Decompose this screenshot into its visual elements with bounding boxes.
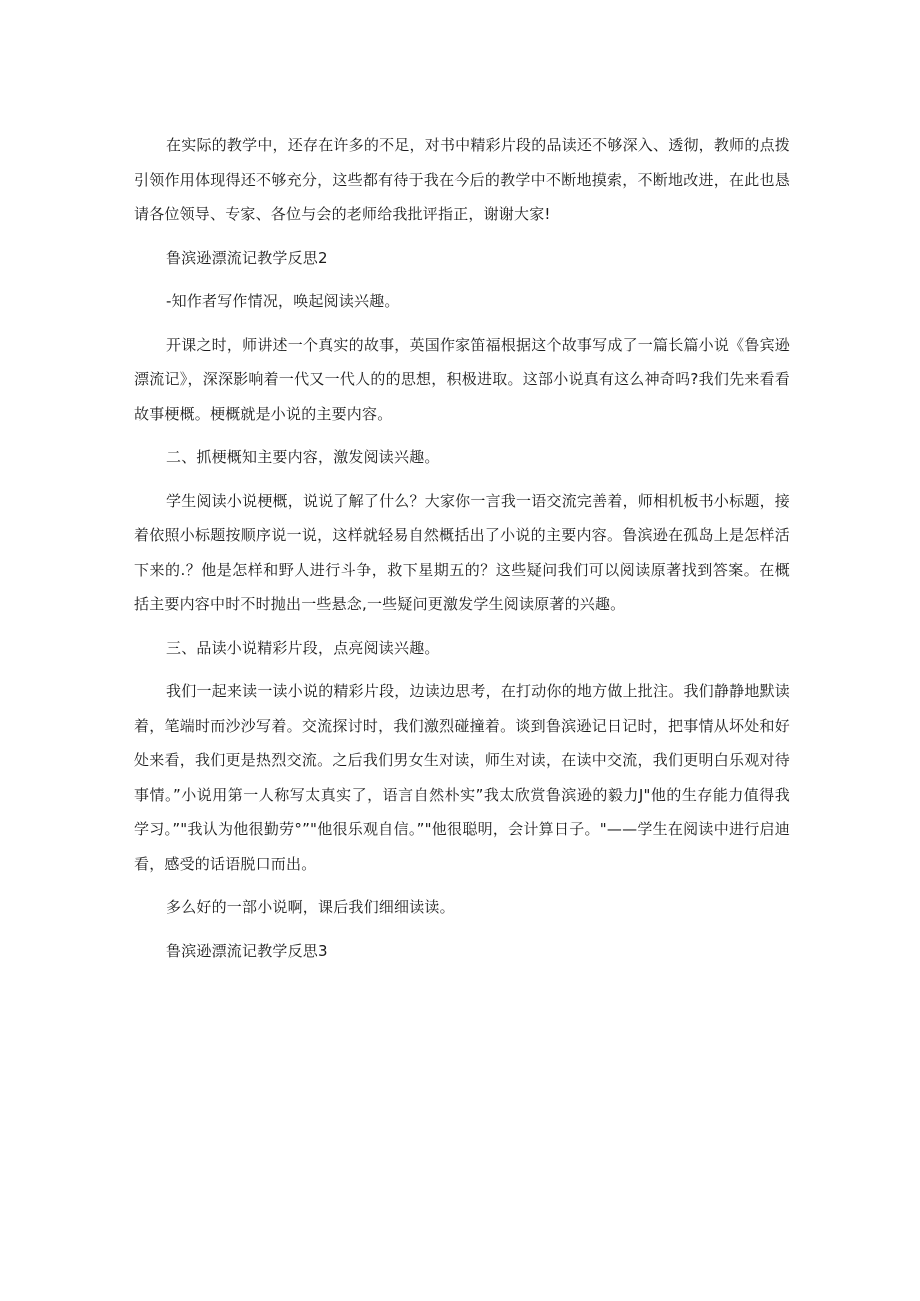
paragraph-excerpt-reading: 我们一起来读一读小说的精彩片段，边读边思考，在打动你的地方做上批注。我们静静地默读着，笔端时而沙沙写着。交流探讨时，我们激烈碰撞着。谈到鲁滨逊记日记时，把事情从坏处和好处来看，我们更是热烈交流。之后我们男女生对读，师生对读，在读中交流，我们更明白乐观对待事情。”小说用第一人称写太真实了，语言自然朴实”我太欣赏鲁滨逊的毅力J"他的生存能力值得我学习。”"我认为他很勤劳°”"他很乐观自信。”"他很聪明，会计算日子。"——学生在阅读中进行启迪看，感受的话语脱口而出。 [134, 682, 790, 873]
document-body [134, 128, 790, 968]
step-heading-summary: 二、抓梗概知主要内容，激发阅读兴趣。 [166, 448, 440, 466]
step-heading-author-background: -知作者写作情况，唤起阅读兴趣。 [166, 292, 400, 310]
paragraph-summary-reading: 学生阅读小说梗概，说说了解了什么？大家你一言我一语交流完善着，师相机板书小标题，接着依照小标题按顺序说一说，这样就轻易自然概括出了小说的主要内容。鲁滨逊在孤岛上是怎样活下来的.？他是怎样和野人进行斗争，救下星期五的？这些疑问我们可以阅读原著找到答案。在概括主要内容中时不时抛出一些悬念,一些疑问更激发学生阅读原著的兴趣。 [134, 491, 790, 613]
step-heading-excerpts: 三、品读小说精彩片段，点亮阅读兴趣。 [166, 638, 440, 657]
paragraph-closing-remarks: 在实际的教学中，还存在许多的不足，对书中精彩片段的品读还不够深入、透彻，教师的点拨引领作用体现得还不够充分，这些都有待于我在今后的教学中不断地摸索，不断地改进，在此也恳请各位领导、专家、各位与会的老师给我批评指正，谢谢大家! [134, 136, 790, 223]
paragraph-class-opening: 开课之时，师讲述一个真实的故事，英国作家笛福根据这个故事写成了一篇长篇小说《鲁宾逊漂流记》，深深影响着一代又一代人的的思想，积极进取。这部小说真有这么神奇吗?我们先来看看故事梗概。梗概就是小说的主要内容。 [134, 335, 790, 423]
paragraph-conclusion: 多么好的一部小说啊，课后我们细细读读。 [166, 898, 455, 916]
section-heading-reflection-2: 鲁滨逊漂流记教学反思2 [166, 248, 328, 267]
section-heading-reflection-3: 鲁滨逊漂流记教学反思3 [166, 941, 328, 960]
